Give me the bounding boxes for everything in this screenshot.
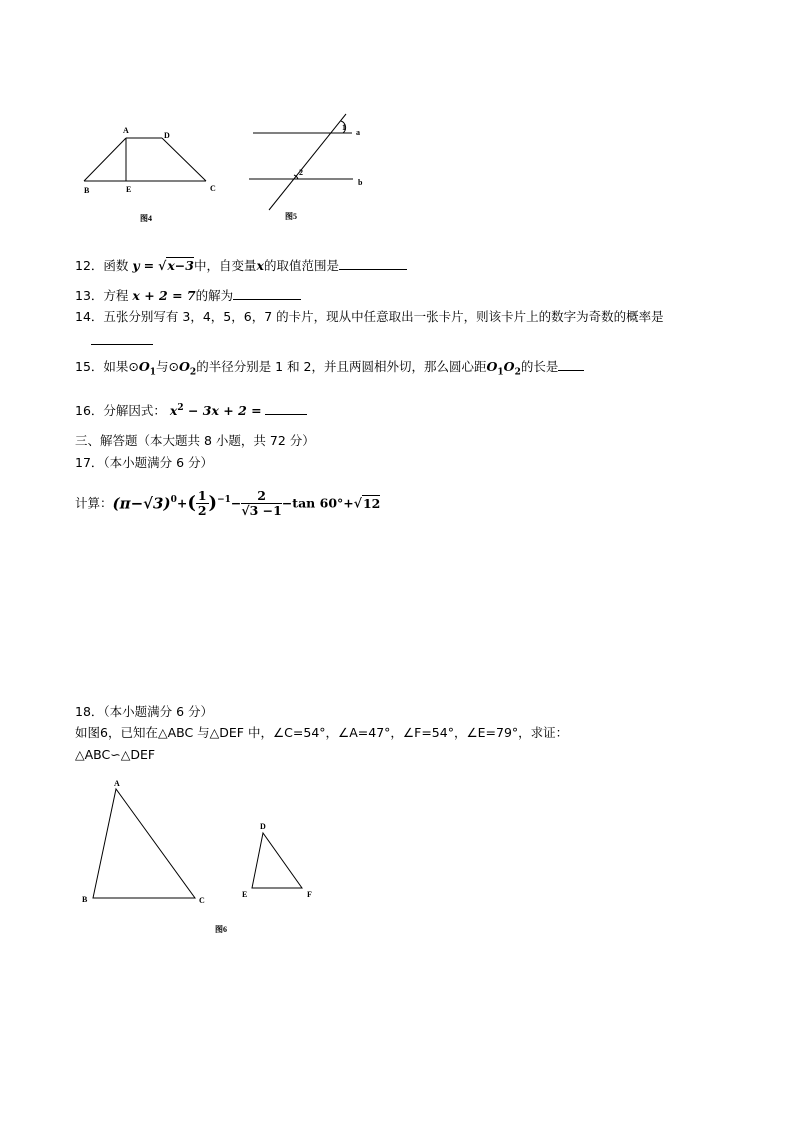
question-16: [75, 400, 307, 419]
question-15: [75, 358, 584, 381]
q15-o1: O: [138, 359, 150, 374]
q14-text: 五张分别写有 3，4，5，6，7 的卡片，现从中任意取出一张卡片，则该卡片上的数字为奇数的概率是: [103, 309, 664, 324]
q15-o1o2-b: O: [503, 359, 515, 374]
q17-header: 17．（本小题满分 6 分）: [75, 455, 214, 470]
q17-sqrt12: 12: [362, 495, 381, 511]
q17-frac-den: [241, 504, 281, 518]
fig4-label-C: C: [210, 184, 216, 193]
q15-mid2: 的半径分别是 1 和 2，并且两圆相外切，那么圆心距: [196, 359, 487, 374]
fig4-label-E: E: [126, 185, 132, 194]
section-3-heading: 三、解答题（本大题共 8 小题，共 72 分）: [75, 433, 315, 448]
trapezoid-shape: [84, 138, 206, 181]
q15-o2: O: [179, 359, 190, 374]
fig6-label-E: E: [242, 890, 248, 899]
question-12: [75, 257, 407, 274]
q18-line1: 如图6，已知在△ABC 与△DEF 中，∠C=54°，∠A=47°，∠F=54°，∠E=79°，求证：: [75, 725, 569, 740]
q15-post: 的长是: [520, 359, 559, 374]
fig6-caption: 图6: [215, 925, 227, 934]
q15-o1-sub: 1: [149, 367, 157, 378]
q13-post: 的解为: [195, 288, 234, 303]
q15-number: 15．: [75, 359, 104, 374]
q17-paren-open: (: [187, 492, 196, 514]
figure-4: [80, 122, 230, 228]
q17-frac-num: 2: [241, 489, 281, 504]
q18-header: 18．（本小题满分 6 分）: [75, 704, 214, 719]
q13-pre: 方程: [103, 288, 129, 303]
q15-o1o2-sub2: 2: [514, 367, 521, 378]
q17-half-den: 2: [197, 503, 207, 519]
q17-term2-sup: −1: [217, 495, 231, 505]
fig4-caption: 图4: [140, 214, 152, 223]
q16-answer-blank[interactable]: [265, 402, 307, 415]
q12-post: 的取值范围是: [263, 258, 339, 273]
q17-sqrt-sign: √: [353, 495, 362, 511]
fig6-label-C: C: [199, 896, 205, 905]
fig4-label-A: A: [123, 126, 129, 135]
q15-o1o2-sub1: 1: [497, 367, 504, 378]
q18-line2: △ABC∽△DEF: [75, 747, 156, 762]
q17-half-num: 1: [197, 488, 207, 504]
q17-plus: +: [176, 495, 188, 511]
figure-6: [78, 774, 328, 940]
fig5-line-a: a: [356, 128, 360, 137]
q14-number: 14．: [75, 309, 104, 324]
fig5-caption: 图5: [285, 212, 297, 220]
q17-prefix: 计算：: [75, 495, 113, 511]
q16-expr-rest: − 3x + 2 =: [183, 403, 262, 419]
question-14: [75, 309, 664, 325]
fig6-label-D: D: [260, 822, 266, 831]
fig5-angle-2: 2: [299, 168, 303, 177]
question-13: [75, 287, 301, 304]
q13-expr: x + 2 = 7: [132, 288, 196, 303]
fig6-label-A: A: [114, 779, 120, 788]
q12-number: 12．: [75, 258, 104, 273]
q14-answer-blank[interactable]: [91, 344, 153, 345]
q12-answer-blank[interactable]: [339, 257, 407, 270]
q17-tan-part: −tan 60°+: [281, 495, 354, 511]
parallel-lines: [249, 114, 353, 210]
triangle-def: [252, 833, 302, 888]
q15-answer-blank[interactable]: [558, 358, 584, 371]
q17-paren-close: ): [208, 492, 218, 514]
q12-pre: 函数: [103, 258, 129, 273]
q17-expression: [75, 483, 380, 521]
q15-mid1: 与⊙: [156, 359, 180, 374]
q16-expr-sup: 2: [177, 403, 184, 413]
q12-radicand: x−3: [167, 258, 194, 273]
q12-expr-lhs: y: [132, 258, 140, 273]
q17-fraction-half: [196, 489, 209, 518]
q13-answer-blank[interactable]: [233, 287, 301, 300]
fig6-label-B: B: [82, 895, 88, 904]
q16-pre: 分解因式：: [103, 403, 166, 419]
q15-o2-sub: 2: [189, 367, 197, 378]
fig6-label-F: F: [307, 890, 312, 899]
fig4-label-D: D: [164, 131, 170, 140]
q12-sqrt-sign: √: [158, 258, 167, 273]
q12-mid: 中，自变量: [193, 258, 257, 273]
fig4-label-B: B: [84, 186, 90, 195]
q17-den-rest: 3 −1: [249, 503, 282, 519]
figure-5: [245, 112, 375, 220]
q17-fraction-sqrt3: [241, 489, 281, 518]
q12-expr-eq: =: [143, 258, 155, 273]
q12-var: x: [256, 258, 264, 273]
q17-term1-sup: 0: [170, 495, 177, 505]
q16-expr-x: x: [169, 403, 178, 419]
q17-minus: −: [230, 495, 242, 511]
q17-den-sqrt-sign: √: [241, 503, 250, 519]
fig5-line-b: b: [358, 178, 363, 187]
q13-number: 13．: [75, 288, 104, 303]
q16-number: 16．: [75, 403, 104, 419]
q15-o1o2-a: O: [486, 359, 498, 374]
fig5-angle-1: 1: [342, 123, 346, 132]
q15-pre: 如果⊙: [103, 359, 139, 374]
q17-term1: (π−√3): [112, 494, 171, 513]
triangle-abc: [93, 789, 195, 898]
